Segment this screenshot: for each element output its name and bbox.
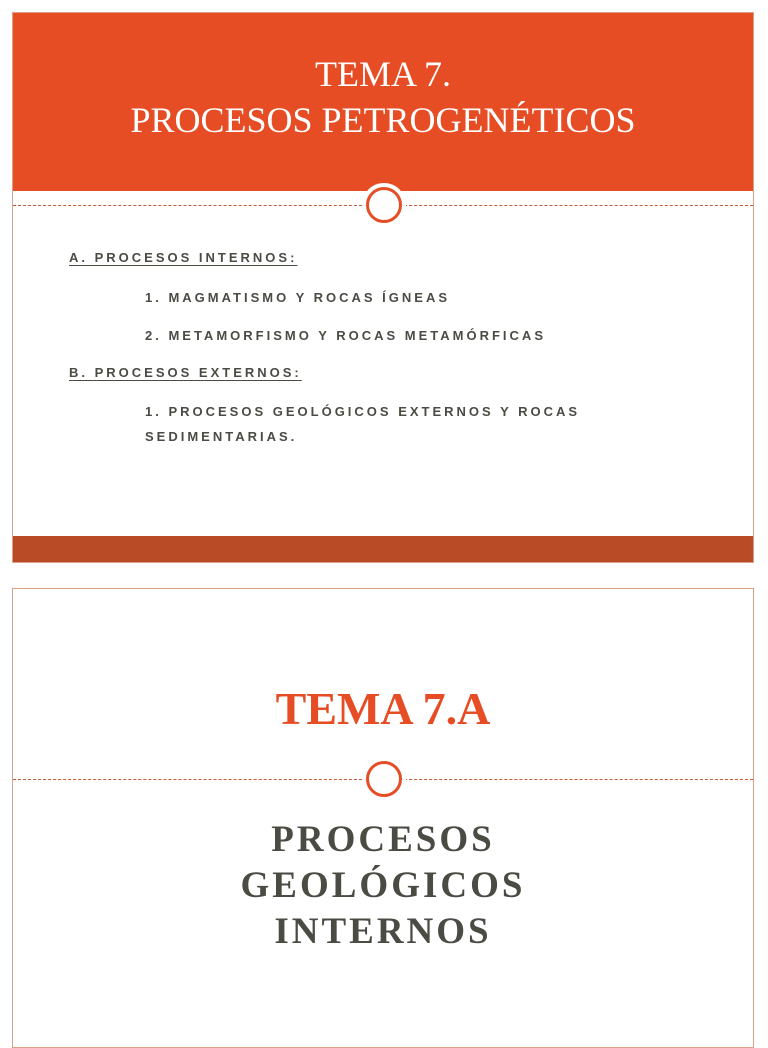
outline-item-a1: 1. MAGMATISMO Y ROCAS ÍGNEAS xyxy=(145,290,451,305)
slide-2-subtitle-line-2: GEOLÓGICOS xyxy=(240,865,526,906)
slide-2-divider-circle-icon xyxy=(362,757,406,801)
slide-1-footer-band xyxy=(13,536,753,562)
outline-item-b1: 1. PROCESOS GEOLÓGICOS EXTERNOS Y ROCAS SEDIMENTARIAS. xyxy=(145,404,581,444)
slide-1-title-line-2: PROCESOS PETROGENÉTICOS xyxy=(130,100,636,140)
slide-2 xyxy=(12,588,754,1048)
slide-1-title-line-1: TEMA 7. xyxy=(314,54,451,94)
circle-ring-icon xyxy=(366,761,402,797)
slide-2-subtitle-line-1: PROCESOS xyxy=(271,819,495,860)
outline-section-a: A. PROCESOS INTERNOS: xyxy=(69,250,298,265)
outline-section-b: B. PROCESOS EXTERNOS: xyxy=(69,365,302,380)
slide-2-subtitle xyxy=(13,817,753,955)
slide-2-title: TEMA 7.A xyxy=(275,683,491,734)
slide-1-outline xyxy=(13,13,753,562)
slide-1 xyxy=(12,12,754,563)
outline-item-a2: 2. METAMORFISMO Y ROCAS METAMÓRFICAS xyxy=(145,328,546,343)
slide-2-subtitle-line-3: INTERNOS xyxy=(274,911,492,952)
